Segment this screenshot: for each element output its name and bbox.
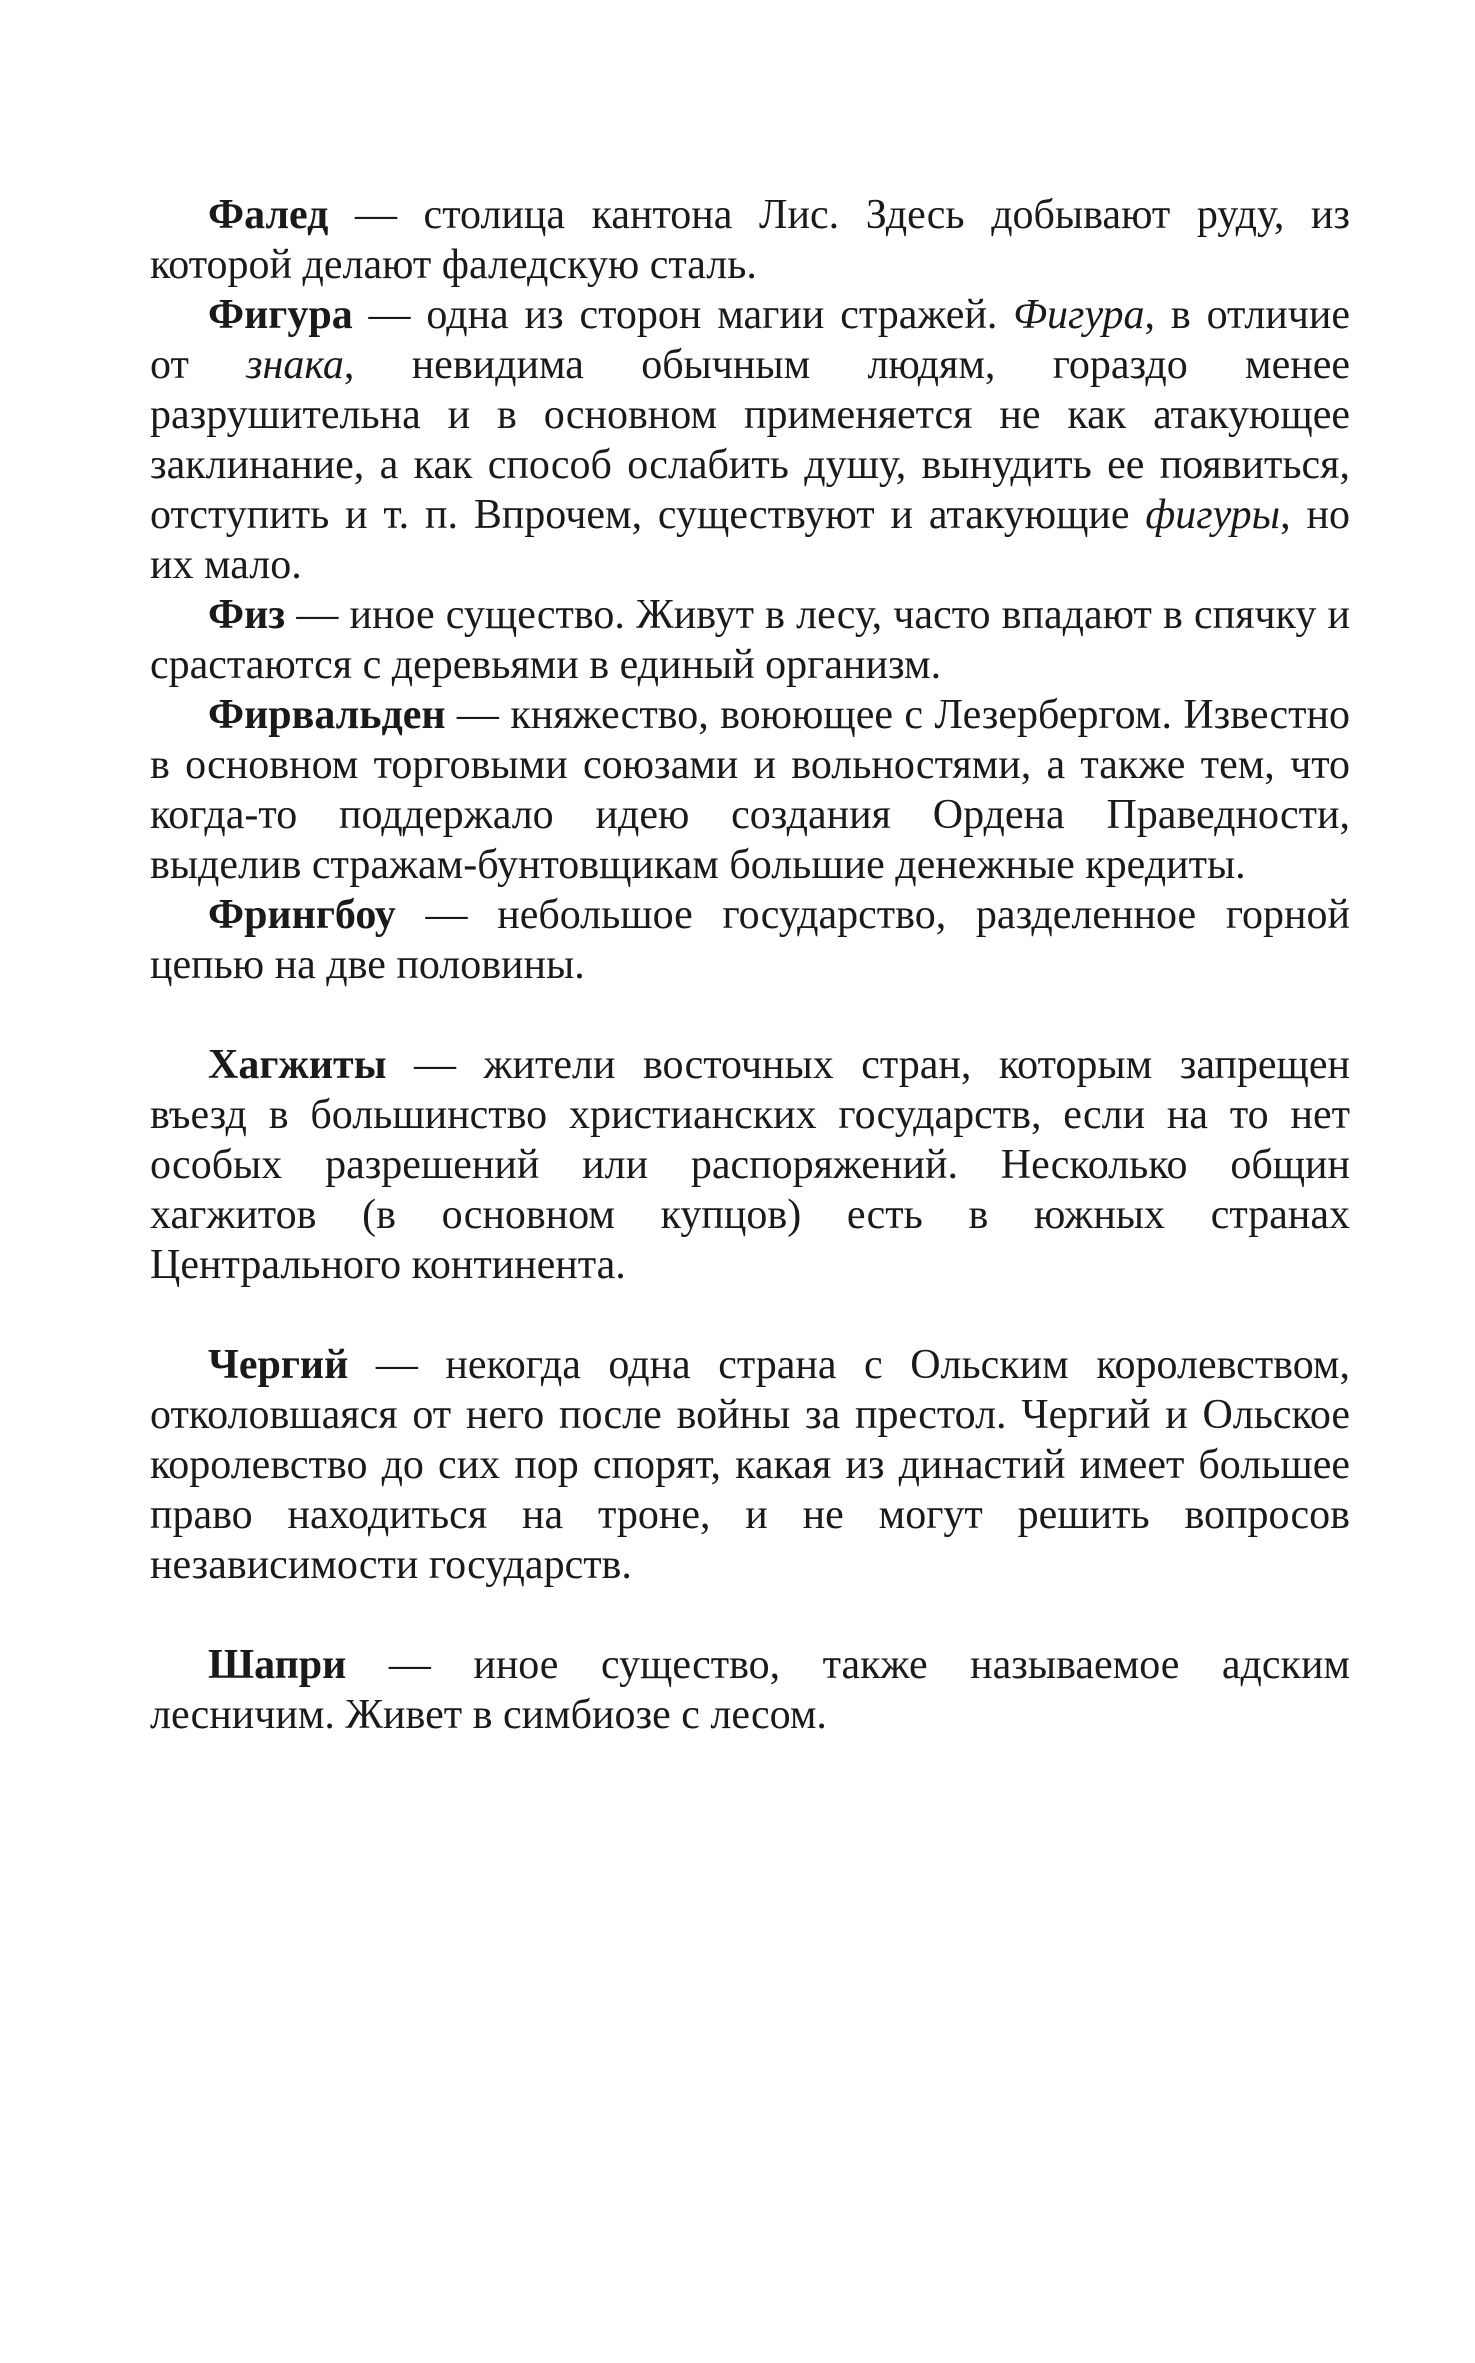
entry-text: , невидима обычным людям, гораздо менее разрушительна и в основном применяется не как атакующее заклинание, а как способ ослабить душу, вынудить ее появиться, отступить и т. п. Впрочем, существуют и атакующие (150, 342, 1350, 538)
glossary-entry-fiz (150, 590, 1350, 690)
glossary-entry-shapri (150, 1640, 1350, 1740)
entry-term: Хагжиты (208, 1042, 387, 1088)
entry-text: — небольшое государство, разделенное горной цепью на две половины. (150, 892, 1350, 988)
glossary-entry-faled (150, 190, 1350, 290)
entry-text: , но их мало. (150, 492, 1350, 588)
entry-text: — жители восточных стран, которым запрещен въезд в большинство христианских государств, если на то нет особых разрешений или распоряжений. Несколько общин хагжитов (в основном купцов) есть в южных странах Центрального континента. (150, 1042, 1350, 1288)
entry-term: Фрингбоу (208, 892, 396, 938)
glossary-entry-hagzhity (150, 1040, 1350, 1290)
entry-italic-term: знака (246, 342, 344, 388)
entry-italic-term: Фигура (1013, 292, 1145, 338)
entry-text: — иное существо. Живут в лесу, часто впадают в спячку и срастаются с деревьями в единый организм. (150, 592, 1350, 688)
entry-term: Шапри (208, 1642, 347, 1688)
entry-text: — княжество, воюющее с Лезербергом. Известно в основном торговыми союзами и вольностями, а также тем, что когда-то поддержало идею создания Ордена Праведности, выделив стражам-бунтовщикам большие денежные кредиты. (150, 692, 1350, 888)
entry-term: Фирвальден (208, 692, 446, 738)
entry-term: Фигура (208, 292, 353, 338)
glossary-entry-figura (150, 290, 1350, 590)
entry-text: , в отличие от (150, 292, 1350, 388)
entry-text: — одна из сторон магии стражей. (352, 292, 1014, 338)
entry-italic-term: фигуры (1145, 492, 1281, 538)
glossary-page (150, 190, 1350, 1740)
glossary-entry-chergiy (150, 1340, 1350, 1590)
entry-term: Чергий (208, 1342, 349, 1388)
entry-text: — иное существо, также называемое адским лесничим. Живет в симбиозе с лесом. (150, 1642, 1350, 1738)
glossary-entry-fringbow (150, 890, 1350, 990)
entry-text: — столица кантона Лис. Здесь добывают руду, из которой делают фаледскую сталь. (150, 192, 1350, 288)
entry-term: Физ (208, 592, 286, 638)
entry-term: Фалед (208, 192, 329, 238)
glossary-entry-firvalden (150, 690, 1350, 890)
entry-text: — некогда одна страна с Ольским королевством, отколовшаяся от него после войны за престол. Чергий и Ольское королевство до сих пор спорят, какая из династий имеет большее право находиться на троне, и не могут решить вопросов независимости государств. (150, 1342, 1350, 1588)
